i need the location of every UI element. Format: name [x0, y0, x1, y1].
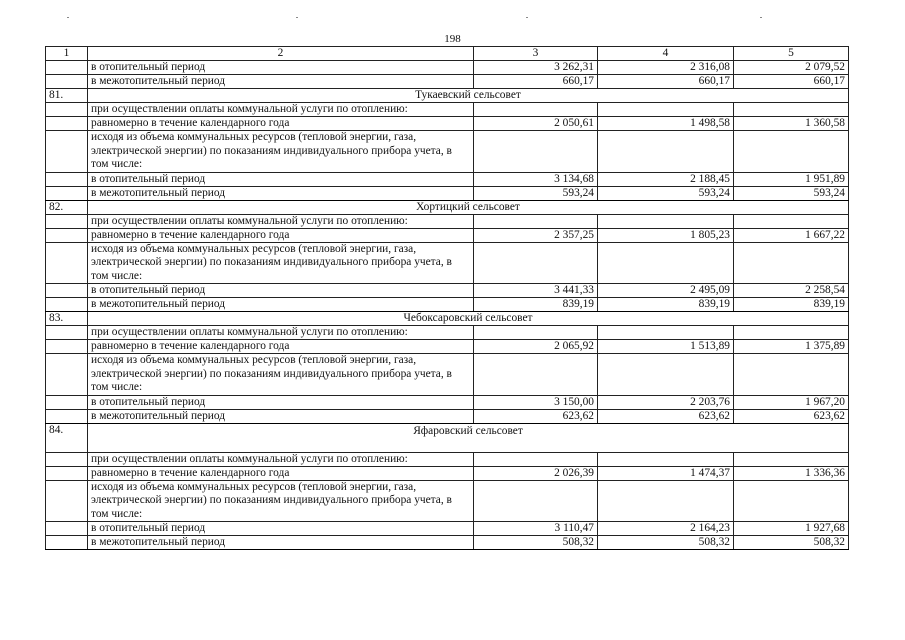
value-cell-3: 2 026,39 — [474, 466, 598, 480]
metered-label: исходя из объема коммунальных ресурсов (тепловой энергии, газа, электрической энергии) по показаниям индивидуального прибора учета, в том числе: — [88, 242, 474, 284]
index-cell — [46, 284, 88, 298]
section-title: Яфаровский сельсовет — [88, 423, 849, 452]
uniform-row — [46, 117, 849, 131]
uniform-row — [46, 228, 849, 242]
empty-cell — [734, 131, 849, 173]
section-title-row — [46, 423, 849, 452]
value-cell-4: 2 495,09 — [598, 284, 734, 298]
empty-cell — [474, 242, 598, 284]
value-cell-4: 1 513,89 — [598, 340, 734, 354]
empty-cell — [598, 326, 734, 340]
value-cell-3: 2 050,61 — [474, 117, 598, 131]
row-label: равномерно в течение календарного года — [88, 466, 474, 480]
metered-label: исходя из объема коммунальных ресурсов (тепловой энергии, газа, электрической энергии) по показаниям индивидуального прибора учета, в том числе: — [88, 131, 474, 173]
empty-cell — [474, 131, 598, 173]
row-label: в межотопительный период — [88, 186, 474, 200]
empty-cell — [734, 354, 849, 396]
index-cell — [46, 340, 88, 354]
intro-label: при осуществлении оплаты коммунальной услуги по отоплению: — [88, 452, 474, 466]
heating-row — [46, 172, 849, 186]
index-cell — [46, 214, 88, 228]
empty-cell — [474, 103, 598, 117]
value-cell-4: 508,32 — [598, 536, 734, 550]
value-cell-5: 1 967,20 — [734, 395, 849, 409]
value-cell-4: 1 474,37 — [598, 466, 734, 480]
value-cell-5: 508,32 — [734, 536, 849, 550]
value-cell-4: 660,17 — [598, 75, 734, 89]
empty-cell — [598, 452, 734, 466]
row-label: в отопительный период — [88, 284, 474, 298]
row-label: равномерно в течение календарного года — [88, 340, 474, 354]
value-cell-5: 1 375,89 — [734, 340, 849, 354]
value-cell-3: 2 065,92 — [474, 340, 598, 354]
section-title: Тукаевский сельсовет — [88, 89, 849, 103]
heating-row — [46, 395, 849, 409]
page-number: 198 — [444, 33, 461, 45]
value-cell-5: 839,19 — [734, 298, 849, 312]
intro-row — [46, 103, 849, 117]
header-cell-1: 1 — [46, 47, 88, 61]
row-label: в отопительный период — [88, 172, 474, 186]
row-label: в отопительный период — [88, 61, 474, 75]
empty-cell — [734, 452, 849, 466]
value-cell-3: 3 262,31 — [474, 61, 598, 75]
row-label: в межотопительный период — [88, 536, 474, 550]
row-label: в межотопительный период — [88, 409, 474, 423]
empty-cell — [474, 480, 598, 522]
intro-label: при осуществлении оплаты коммунальной услуги по отоплению: — [88, 103, 474, 117]
value-cell-3: 623,62 — [474, 409, 598, 423]
value-cell-3: 2 357,25 — [474, 228, 598, 242]
index-cell — [46, 228, 88, 242]
value-cell-5: 1 360,58 — [734, 117, 849, 131]
index-cell — [46, 186, 88, 200]
value-cell-3: 660,17 — [474, 75, 598, 89]
value-cell-5: 2 079,52 — [734, 61, 849, 75]
row-label: в отопительный период — [88, 395, 474, 409]
table-row — [46, 61, 849, 75]
value-cell-4: 623,62 — [598, 409, 734, 423]
section-number: 81. — [46, 89, 88, 103]
table-row — [46, 75, 849, 89]
empty-cell — [598, 354, 734, 396]
empty-cell — [474, 214, 598, 228]
empty-cell — [598, 131, 734, 173]
scan-speck — [760, 17, 762, 18]
index-cell — [46, 103, 88, 117]
row-label: равномерно в течение календарного года — [88, 228, 474, 242]
heating-row — [46, 284, 849, 298]
value-cell-4: 839,19 — [598, 298, 734, 312]
row-label: в межотопительный период — [88, 298, 474, 312]
metered-row — [46, 131, 849, 173]
intro-label: при осуществлении оплаты коммунальной услуги по отоплению: — [88, 214, 474, 228]
value-cell-4: 593,24 — [598, 186, 734, 200]
section-title: Хортицкий сельсовет — [88, 200, 849, 214]
scan-speck — [296, 17, 298, 18]
index-cell — [46, 480, 88, 522]
index-cell — [46, 522, 88, 536]
empty-cell — [598, 214, 734, 228]
offseason-row — [46, 536, 849, 550]
value-cell-3: 3 110,47 — [474, 522, 598, 536]
heating-row — [46, 522, 849, 536]
scan-speck — [526, 17, 528, 18]
intro-row — [46, 326, 849, 340]
index-cell — [46, 536, 88, 550]
row-label: в межотопительный период — [88, 75, 474, 89]
empty-cell — [474, 326, 598, 340]
value-cell-5: 593,24 — [734, 186, 849, 200]
value-cell-4: 2 203,76 — [598, 395, 734, 409]
index-cell — [46, 61, 88, 75]
header-cell-2: 2 — [88, 47, 474, 61]
empty-cell — [598, 480, 734, 522]
scan-speck — [67, 17, 69, 18]
empty-cell — [734, 480, 849, 522]
section-title: Чебоксаровский сельсовет — [88, 312, 849, 326]
empty-cell — [734, 242, 849, 284]
section-number: 84. — [46, 423, 88, 452]
value-cell-3: 3 134,68 — [474, 172, 598, 186]
tariff-table — [45, 46, 849, 550]
uniform-row — [46, 340, 849, 354]
section-title-row — [46, 89, 849, 103]
value-cell-4: 2 164,23 — [598, 522, 734, 536]
metered-row — [46, 480, 849, 522]
intro-row — [46, 214, 849, 228]
value-cell-5: 1 667,22 — [734, 228, 849, 242]
empty-cell — [474, 452, 598, 466]
header-cell-5: 5 — [734, 47, 849, 61]
value-cell-5: 1 927,68 — [734, 522, 849, 536]
metered-row — [46, 354, 849, 396]
index-cell — [46, 242, 88, 284]
offseason-row — [46, 186, 849, 200]
section-title-row — [46, 312, 849, 326]
value-cell-5: 1 951,89 — [734, 172, 849, 186]
index-cell — [46, 117, 88, 131]
offseason-row — [46, 298, 849, 312]
value-cell-3: 839,19 — [474, 298, 598, 312]
value-cell-4: 2 316,08 — [598, 61, 734, 75]
index-cell — [46, 395, 88, 409]
metered-label: исходя из объема коммунальных ресурсов (тепловой энергии, газа, электрической энергии) по показаниям индивидуального прибора учета, в том числе: — [88, 480, 474, 522]
empty-cell — [598, 103, 734, 117]
intro-label: при осуществлении оплаты коммунальной услуги по отоплению: — [88, 326, 474, 340]
index-cell — [46, 172, 88, 186]
uniform-row — [46, 466, 849, 480]
value-cell-4: 1 805,23 — [598, 228, 734, 242]
index-cell — [46, 466, 88, 480]
value-cell-3: 593,24 — [474, 186, 598, 200]
value-cell-4: 1 498,58 — [598, 117, 734, 131]
index-cell — [46, 75, 88, 89]
value-cell-5: 1 336,36 — [734, 466, 849, 480]
row-label: в отопительный период — [88, 522, 474, 536]
value-cell-5: 660,17 — [734, 75, 849, 89]
empty-cell — [474, 354, 598, 396]
header-cell-4: 4 — [598, 47, 734, 61]
value-cell-3: 3 441,33 — [474, 284, 598, 298]
index-cell — [46, 354, 88, 396]
row-label: равномерно в течение календарного года — [88, 117, 474, 131]
value-cell-3: 3 150,00 — [474, 395, 598, 409]
section-title-row — [46, 200, 849, 214]
section-number: 82. — [46, 200, 88, 214]
index-cell — [46, 409, 88, 423]
index-cell — [46, 131, 88, 173]
empty-cell — [734, 214, 849, 228]
metered-label: исходя из объема коммунальных ресурсов (тепловой энергии, газа, электрической энергии) по показаниям индивидуального прибора учета, в том числе: — [88, 354, 474, 396]
metered-row — [46, 242, 849, 284]
header-cell-3: 3 — [474, 47, 598, 61]
empty-cell — [598, 242, 734, 284]
empty-cell — [734, 103, 849, 117]
index-cell — [46, 298, 88, 312]
value-cell-4: 2 188,45 — [598, 172, 734, 186]
offseason-row — [46, 409, 849, 423]
value-cell-5: 623,62 — [734, 409, 849, 423]
empty-cell — [734, 326, 849, 340]
value-cell-3: 508,32 — [474, 536, 598, 550]
value-cell-5: 2 258,54 — [734, 284, 849, 298]
index-cell — [46, 452, 88, 466]
header-row — [46, 47, 849, 61]
index-cell — [46, 326, 88, 340]
section-number: 83. — [46, 312, 88, 326]
intro-row — [46, 452, 849, 466]
